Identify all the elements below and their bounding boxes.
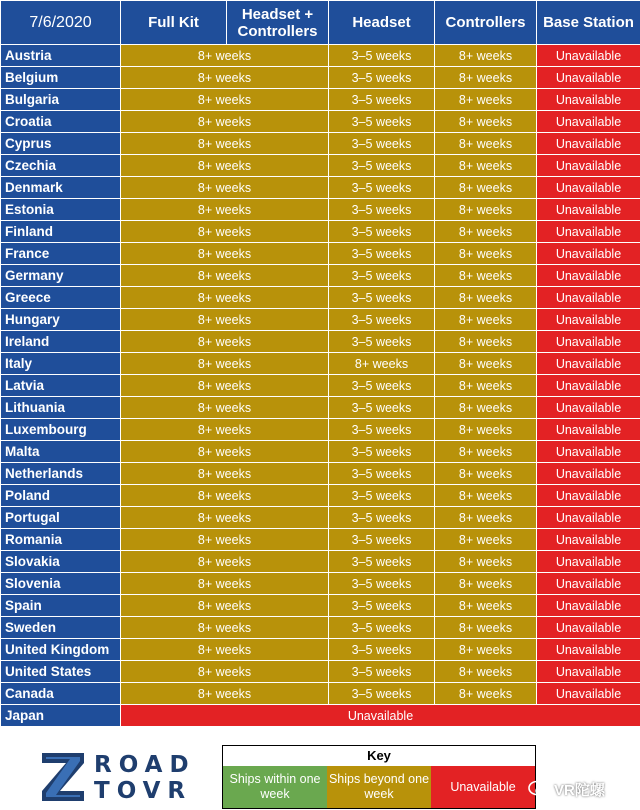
headset-cell: 3–5 weeks	[329, 133, 435, 155]
full-kit-cell: 8+ weeks	[121, 45, 329, 67]
full-kit-cell: 8+ weeks	[121, 67, 329, 89]
column-header-full-kit: Full Kit	[121, 1, 227, 45]
country-cell: Croatia	[1, 111, 121, 133]
full-kit-cell: 8+ weeks	[121, 265, 329, 287]
column-header-base-station: Base Station	[537, 1, 640, 45]
legend-unavailable: Unavailable	[431, 766, 535, 808]
country-cell: Bulgaria	[1, 89, 121, 111]
table-row	[1, 617, 640, 639]
headset-cell: 3–5 weeks	[329, 573, 435, 595]
base-station-cell: Unavailable	[537, 67, 640, 89]
full-kit-cell: 8+ weeks	[121, 89, 329, 111]
full-kit-cell: 8+ weeks	[121, 661, 329, 683]
base-station-cell: Unavailable	[537, 617, 640, 639]
full-kit-cell: 8+ weeks	[121, 177, 329, 199]
country-cell: Germany	[1, 265, 121, 287]
base-station-cell: Unavailable	[537, 243, 640, 265]
country-cell: Slovakia	[1, 551, 121, 573]
headset-cell: 3–5 weeks	[329, 419, 435, 441]
logo-word-road: ROAD	[94, 752, 196, 778]
base-station-cell: Unavailable	[537, 199, 640, 221]
controllers-cell: 8+ weeks	[435, 617, 537, 639]
table-row	[1, 397, 640, 419]
base-station-cell: Unavailable	[537, 683, 640, 705]
headset-cell: 3–5 weeks	[329, 397, 435, 419]
table-row	[1, 45, 640, 67]
table-row	[1, 287, 640, 309]
controllers-cell: 8+ weeks	[435, 45, 537, 67]
base-station-cell: Unavailable	[537, 89, 640, 111]
controllers-cell: 8+ weeks	[435, 111, 537, 133]
watermark-text: VR陀螺	[554, 781, 605, 799]
headset-cell: 3–5 weeks	[329, 463, 435, 485]
controllers-cell: 8+ weeks	[435, 353, 537, 375]
table-row	[1, 463, 640, 485]
full-kit-cell: 8+ weeks	[121, 287, 329, 309]
headset-cell: 3–5 weeks	[329, 375, 435, 397]
table-row	[1, 485, 640, 507]
country-cell: Canada	[1, 683, 121, 705]
country-cell: Ireland	[1, 331, 121, 353]
base-station-cell: Unavailable	[537, 661, 640, 683]
table-row	[1, 221, 640, 243]
country-cell: Portugal	[1, 507, 121, 529]
logo-word-tovr: TOVR	[94, 778, 193, 804]
full-kit-cell: 8+ weeks	[121, 199, 329, 221]
country-cell: Spain	[1, 595, 121, 617]
headset-cell: 3–5 weeks	[329, 661, 435, 683]
table-row	[1, 155, 640, 177]
controllers-cell: 8+ weeks	[435, 221, 537, 243]
headset-cell: 3–5 weeks	[329, 441, 435, 463]
legend-key	[222, 745, 536, 809]
japan-status-cell: Unavailable	[121, 705, 640, 727]
controllers-cell: 8+ weeks	[435, 397, 537, 419]
logo-mark-icon	[38, 749, 88, 805]
controllers-cell: 8+ weeks	[435, 661, 537, 683]
table-row	[1, 529, 640, 551]
country-cell: Belgium	[1, 67, 121, 89]
base-station-cell: Unavailable	[537, 595, 640, 617]
table-row	[1, 639, 640, 661]
watermark	[528, 771, 638, 807]
controllers-cell: 8+ weeks	[435, 331, 537, 353]
country-cell: Czechia	[1, 155, 121, 177]
base-station-cell: Unavailable	[537, 485, 640, 507]
controllers-cell: 8+ weeks	[435, 595, 537, 617]
table-row	[1, 551, 640, 573]
column-header-headset-controllers	[227, 1, 329, 45]
country-cell: Hungary	[1, 309, 121, 331]
date-header: 7/6/2020	[1, 1, 121, 45]
full-kit-cell: 8+ weeks	[121, 639, 329, 661]
base-station-cell: Unavailable	[537, 45, 640, 67]
table-row	[1, 353, 640, 375]
headset-cell: 3–5 weeks	[329, 683, 435, 705]
country-cell: United States	[1, 661, 121, 683]
headset-cell: 3–5 weeks	[329, 67, 435, 89]
base-station-cell: Unavailable	[537, 221, 640, 243]
base-station-cell: Unavailable	[537, 463, 640, 485]
base-station-cell: Unavailable	[537, 353, 640, 375]
table-row	[1, 67, 640, 89]
full-kit-cell: 8+ weeks	[121, 617, 329, 639]
base-station-cell: Unavailable	[537, 573, 640, 595]
base-station-cell: Unavailable	[537, 419, 640, 441]
country-cell: Latvia	[1, 375, 121, 397]
full-kit-cell: 8+ weeks	[121, 111, 329, 133]
controllers-cell: 8+ weeks	[435, 507, 537, 529]
full-kit-cell: 8+ weeks	[121, 573, 329, 595]
full-kit-cell: 8+ weeks	[121, 397, 329, 419]
header-row	[1, 1, 640, 45]
controllers-cell: 8+ weeks	[435, 89, 537, 111]
full-kit-cell: 8+ weeks	[121, 243, 329, 265]
full-kit-cell: 8+ weeks	[121, 507, 329, 529]
country-cell: Slovenia	[1, 573, 121, 595]
base-station-cell: Unavailable	[537, 133, 640, 155]
country-cell: Romania	[1, 529, 121, 551]
footer	[0, 727, 640, 810]
headset-cell: 3–5 weeks	[329, 287, 435, 309]
controllers-cell: 8+ weeks	[435, 199, 537, 221]
headset-cell: 3–5 weeks	[329, 309, 435, 331]
controllers-cell: 8+ weeks	[435, 309, 537, 331]
full-kit-cell: 8+ weeks	[121, 485, 329, 507]
headset-cell: 3–5 weeks	[329, 551, 435, 573]
legend-ships-within-one-week: Ships within one week	[223, 766, 327, 808]
country-cell: Finland	[1, 221, 121, 243]
controllers-cell: 8+ weeks	[435, 551, 537, 573]
table-body	[1, 45, 640, 727]
table-row	[1, 243, 640, 265]
legend-ships-beyond-one-week: Ships beyond one week	[327, 766, 431, 808]
table-row	[1, 441, 640, 463]
base-station-cell: Unavailable	[537, 639, 640, 661]
full-kit-cell: 8+ weeks	[121, 419, 329, 441]
base-station-cell: Unavailable	[537, 507, 640, 529]
headset-cell: 3–5 weeks	[329, 45, 435, 67]
country-cell: Greece	[1, 287, 121, 309]
base-station-cell: Unavailable	[537, 111, 640, 133]
headset-cell: 3–5 weeks	[329, 243, 435, 265]
headset-cell: 8+ weeks	[329, 353, 435, 375]
controllers-cell: 8+ weeks	[435, 67, 537, 89]
table-row	[1, 331, 640, 353]
legend-title: Key	[367, 748, 391, 763]
controllers-cell: 8+ weeks	[435, 375, 537, 397]
country-cell: Japan	[1, 705, 121, 727]
full-kit-cell: 8+ weeks	[121, 309, 329, 331]
controllers-cell: 8+ weeks	[435, 133, 537, 155]
controllers-cell: 8+ weeks	[435, 573, 537, 595]
table-row	[1, 111, 640, 133]
controllers-cell: 8+ weeks	[435, 683, 537, 705]
country-cell: Netherlands	[1, 463, 121, 485]
full-kit-cell: 8+ weeks	[121, 441, 329, 463]
full-kit-cell: 8+ weeks	[121, 155, 329, 177]
full-kit-cell: 8+ weeks	[121, 353, 329, 375]
headset-cell: 3–5 weeks	[329, 265, 435, 287]
full-kit-cell: 8+ weeks	[121, 551, 329, 573]
full-kit-cell: 8+ weeks	[121, 331, 329, 353]
country-cell: Denmark	[1, 177, 121, 199]
column-header-headset-controllers-label: Headset + Controllers	[237, 5, 318, 40]
base-station-cell: Unavailable	[537, 331, 640, 353]
table-row	[1, 199, 640, 221]
base-station-cell: Unavailable	[537, 551, 640, 573]
controllers-cell: 8+ weeks	[435, 287, 537, 309]
full-kit-cell: 8+ weeks	[121, 683, 329, 705]
country-cell: Malta	[1, 441, 121, 463]
country-cell: Estonia	[1, 199, 121, 221]
table-row	[1, 89, 640, 111]
table-row	[1, 265, 640, 287]
table-row	[1, 309, 640, 331]
table-row	[1, 661, 640, 683]
headset-cell: 3–5 weeks	[329, 485, 435, 507]
headset-cell: 3–5 weeks	[329, 177, 435, 199]
headset-cell: 3–5 weeks	[329, 155, 435, 177]
base-station-cell: Unavailable	[537, 441, 640, 463]
wechat-icon	[528, 778, 550, 800]
table-row	[1, 683, 640, 705]
table-row	[1, 595, 640, 617]
road-to-vr-logo	[38, 749, 196, 805]
headset-cell: 3–5 weeks	[329, 199, 435, 221]
country-cell: France	[1, 243, 121, 265]
table-row	[1, 507, 640, 529]
base-station-cell: Unavailable	[537, 309, 640, 331]
controllers-cell: 8+ weeks	[435, 177, 537, 199]
controllers-cell: 8+ weeks	[435, 441, 537, 463]
column-header-controllers: Controllers	[435, 1, 537, 45]
country-cell: Austria	[1, 45, 121, 67]
headset-cell: 3–5 weeks	[329, 89, 435, 111]
headset-cell: 3–5 weeks	[329, 111, 435, 133]
base-station-cell: Unavailable	[537, 287, 640, 309]
country-cell: United Kingdom	[1, 639, 121, 661]
controllers-cell: 8+ weeks	[435, 265, 537, 287]
table-row	[1, 177, 640, 199]
column-header-headset: Headset	[329, 1, 435, 45]
country-cell: Luxembourg	[1, 419, 121, 441]
full-kit-cell: 8+ weeks	[121, 463, 329, 485]
country-cell: Poland	[1, 485, 121, 507]
controllers-cell: 8+ weeks	[435, 243, 537, 265]
full-kit-cell: 8+ weeks	[121, 375, 329, 397]
headset-cell: 3–5 weeks	[329, 639, 435, 661]
controllers-cell: 8+ weeks	[435, 155, 537, 177]
headset-cell: 3–5 weeks	[329, 617, 435, 639]
full-kit-cell: 8+ weeks	[121, 133, 329, 155]
table-row	[1, 133, 640, 155]
headset-cell: 3–5 weeks	[329, 331, 435, 353]
controllers-cell: 8+ weeks	[435, 529, 537, 551]
controllers-cell: 8+ weeks	[435, 485, 537, 507]
base-station-cell: Unavailable	[537, 397, 640, 419]
full-kit-cell: 8+ weeks	[121, 595, 329, 617]
headset-cell: 3–5 weeks	[329, 529, 435, 551]
table-row	[1, 375, 640, 397]
table-row	[1, 419, 640, 441]
base-station-cell: Unavailable	[537, 177, 640, 199]
country-cell: Sweden	[1, 617, 121, 639]
country-cell: Cyprus	[1, 133, 121, 155]
full-kit-cell: 8+ weeks	[121, 221, 329, 243]
base-station-cell: Unavailable	[537, 375, 640, 397]
controllers-cell: 8+ weeks	[435, 419, 537, 441]
country-cell: Lithuania	[1, 397, 121, 419]
base-station-cell: Unavailable	[537, 529, 640, 551]
headset-cell: 3–5 weeks	[329, 507, 435, 529]
headset-cell: 3–5 weeks	[329, 221, 435, 243]
country-cell: Italy	[1, 353, 121, 375]
table-row	[1, 573, 640, 595]
controllers-cell: 8+ weeks	[435, 639, 537, 661]
full-kit-cell: 8+ weeks	[121, 529, 329, 551]
base-station-cell: Unavailable	[537, 155, 640, 177]
headset-cell: 3–5 weeks	[329, 595, 435, 617]
base-station-cell: Unavailable	[537, 265, 640, 287]
table-row-japan	[1, 705, 640, 727]
controllers-cell: 8+ weeks	[435, 463, 537, 485]
